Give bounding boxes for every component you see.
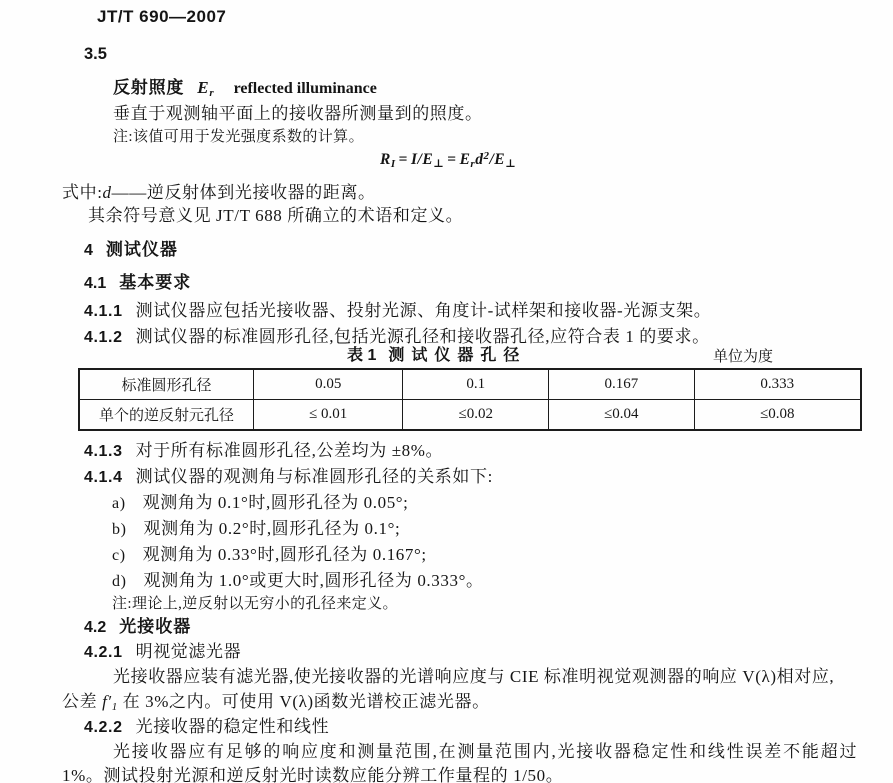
- doc-number: JT/T 690—2007: [97, 7, 227, 26]
- table-cell: 0.333: [694, 369, 861, 400]
- term-symbol: $E_r$: [197, 78, 215, 99]
- list-item: a) 观测角为 0.1°时,圆形孔径为 0.05°;: [112, 493, 409, 512]
- table-caption: [347, 342, 526, 365]
- table-unit-note: 单位为度: [713, 349, 774, 365]
- formula-where: 式中:d——逆反射体到光接收器的距离。: [62, 183, 376, 202]
- table-cell: ≤ 0.01: [253, 400, 402, 431]
- clause-4-2-2-paragraph-line2: 1%。测试投射光源和逆反射光时读数应能分辨工作量程的 1/50。: [62, 766, 564, 783]
- table-cell: ≤0.02: [403, 400, 549, 431]
- clause-4-1-1: 4.1.1 测试仪器应包括光接收器、投射光源、角度计-试样架和接收器-光源支架。: [84, 301, 712, 320]
- formula-where-other: 其余符号意义见 JT/T 688 所确立的术语和定义。: [88, 206, 464, 225]
- list-marker: d): [112, 573, 127, 590]
- clause-4-2-2-paragraph-line1: 光接收器应有足够的响应度和测量范围,在测量范围内,光接收器稳定性和线性误差不能超过: [113, 742, 859, 761]
- clause-4-1-2: 4.1.2 测试仪器的标准圆形孔径,包括光源孔径和接收器孔径,应符合表 1 的要求。: [84, 327, 710, 346]
- list-marker: c): [112, 547, 126, 564]
- table-row: [79, 400, 861, 431]
- section-4-heading: 4 测试仪器: [84, 240, 178, 259]
- table-cell: 0.1: [403, 369, 549, 400]
- table-cell: 单个的逆反射元孔径: [79, 400, 253, 431]
- clause-4-2-1-paragraph-line1: 光接收器应装有滤光器,使光接收器的光谱响应度与 CIE 标准明视觉观测器的响应 V(λ)相对应,: [113, 667, 835, 686]
- table-cell: 标准圆形孔径: [79, 369, 253, 400]
- clause-4-1-4-note: 注:理论上,逆反射以无穷小的孔径来定义。: [112, 596, 398, 612]
- section-4-1-heading: 4.1 基本要求: [84, 273, 192, 292]
- clause-4-2-1-heading: 4.2.1 明视觉滤光器: [84, 642, 242, 661]
- table-1: [78, 368, 862, 431]
- table-cell: 0.05: [253, 369, 402, 400]
- clause-4-1-3: 4.1.3 对于所有标准圆形孔径,公差均为 ±8%。: [84, 441, 444, 460]
- term-zh: 反射照度: [113, 78, 185, 97]
- table-row: [79, 369, 861, 400]
- list-marker: b): [112, 521, 127, 538]
- table-caption-title: 测试仪器孔径: [388, 347, 527, 364]
- list-marker: a): [112, 495, 126, 512]
- clause-4-2-2-heading: 4.2.2 光接收器的稳定性和线性: [84, 717, 330, 736]
- clause-4-1-4: 4.1.4 测试仪器的观测角与标准圆形孔径的关系如下:: [84, 467, 493, 486]
- term-line: [113, 73, 377, 99]
- section-4-2-heading: 4.2 光接收器: [84, 617, 192, 636]
- table-caption-label: 表 1: [347, 347, 377, 364]
- section-3-5-number: 3.5: [84, 45, 107, 63]
- term-en: reflected illuminance: [233, 80, 377, 97]
- list-item: d) 观测角为 1.0°或更大时,圆形孔径为 0.333°。: [112, 571, 484, 590]
- clause-4-2-1-paragraph-line2: 公差 $f'_1$ 在 3%之内。可使用 V(λ)函数光谱校正滤光器。: [62, 692, 490, 713]
- tolerance-symbol: $f'_1$: [102, 692, 118, 713]
- table-cell: ≤0.08: [694, 400, 861, 431]
- table-cell: ≤0.04: [549, 400, 695, 431]
- list-item: b) 观测角为 0.2°时,圆形孔径为 0.1°;: [112, 519, 401, 538]
- formula: $R_I = I/E_\perp = E_rd^2/E_\perp$: [380, 150, 517, 170]
- where-var: d: [102, 183, 112, 202]
- term-note: 注:该值可用于发光强度系数的计算。: [113, 129, 364, 145]
- table-cell: 0.167: [549, 369, 695, 400]
- term-definition: 垂直于观测轴平面上的接收器所测量到的照度。: [113, 104, 483, 123]
- list-item: c) 观测角为 0.33°时,圆形孔径为 0.167°;: [112, 545, 427, 564]
